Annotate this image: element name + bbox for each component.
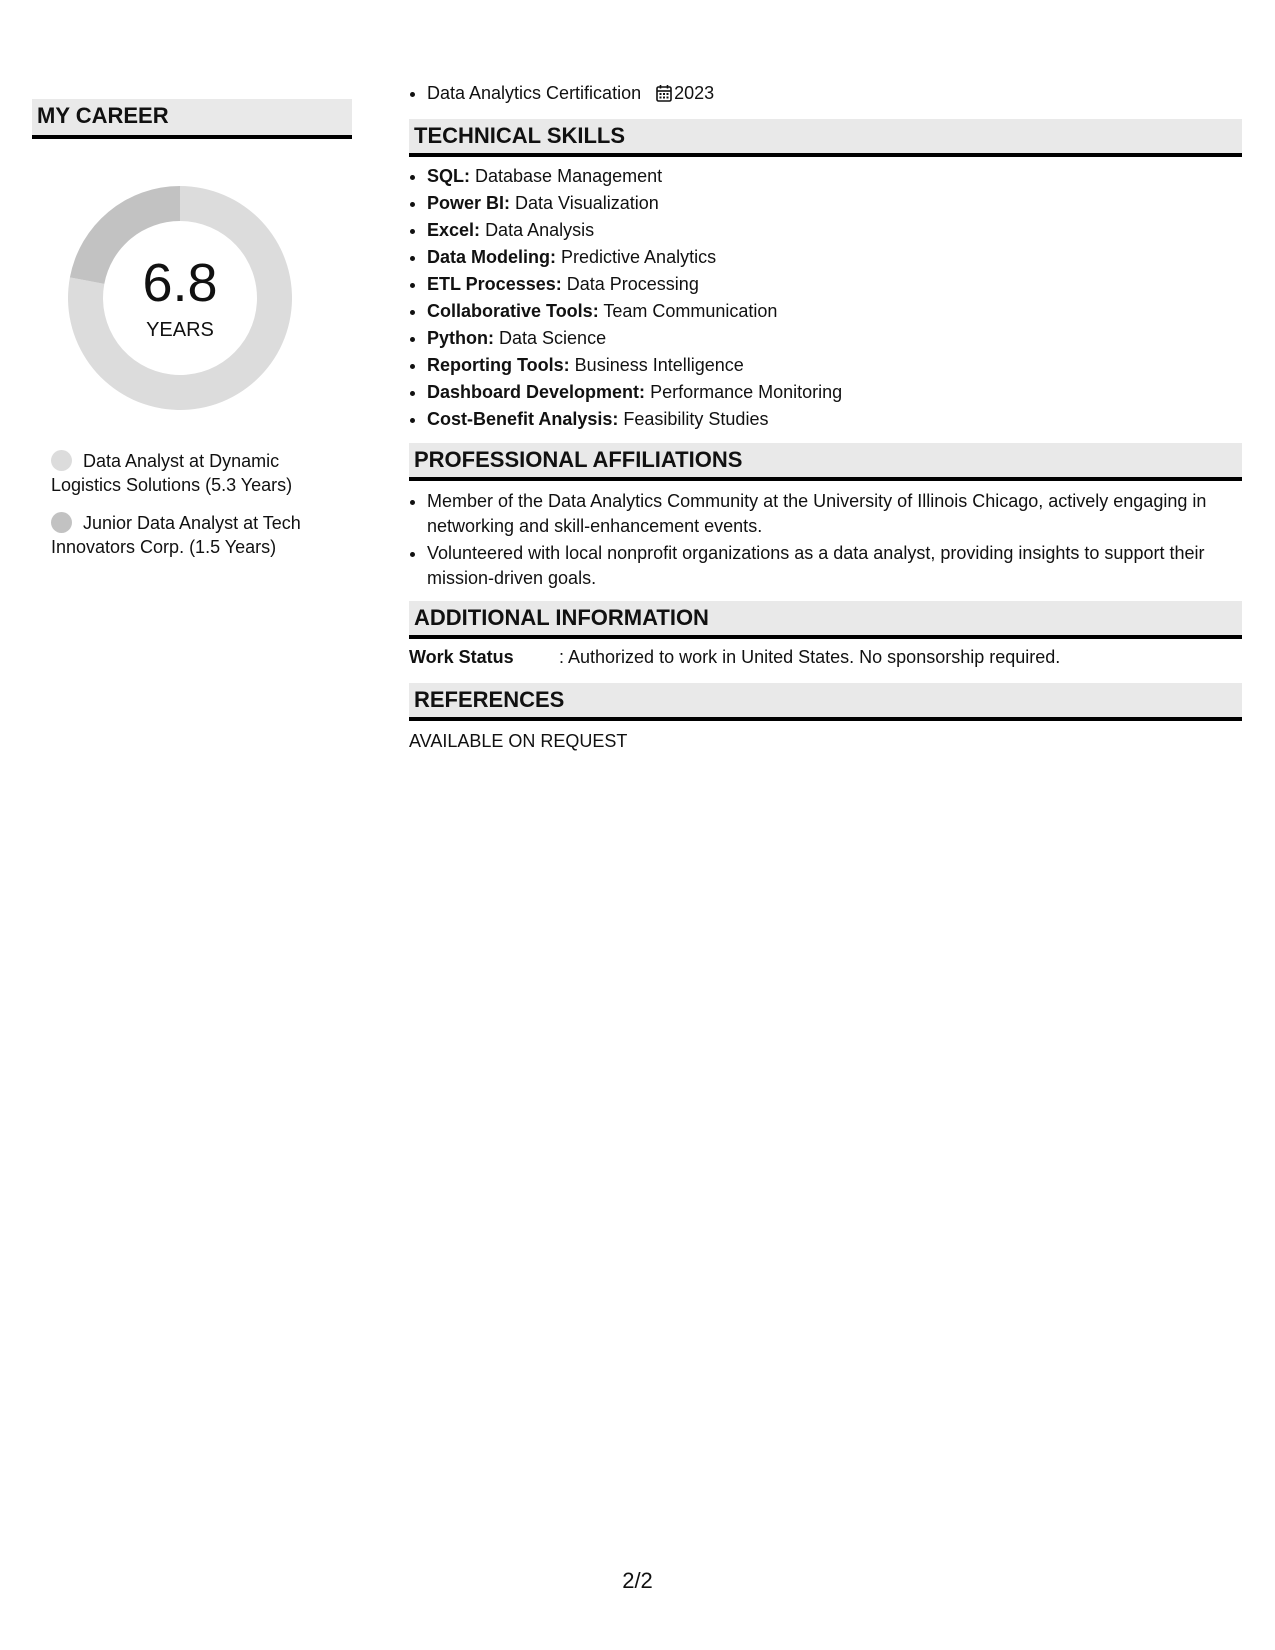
skill-name: Python: bbox=[427, 328, 494, 348]
skill-item bbox=[427, 244, 1242, 271]
skill-name: Collaborative Tools: bbox=[427, 301, 599, 321]
skill-name: SQL: bbox=[427, 166, 470, 186]
career-donut-chart bbox=[65, 183, 295, 413]
skill-desc: Performance Monitoring bbox=[650, 382, 843, 402]
skill-desc: Predictive Analytics bbox=[561, 247, 717, 267]
skill-name: Dashboard Development: bbox=[427, 382, 646, 402]
affiliation-item: • Volunteered with local nonprofit organizations as a data analyst, providing insights to support their mission-driven goals. bbox=[427, 541, 1242, 591]
certification-year: 2023 bbox=[674, 83, 715, 103]
career-legend bbox=[51, 449, 341, 559]
skills-heading: TECHNICAL SKILLS bbox=[409, 119, 1242, 157]
right-column bbox=[409, 78, 1242, 752]
skill-name: Excel: bbox=[427, 220, 481, 240]
skill-item bbox=[427, 190, 1242, 217]
affiliations-heading: PROFESSIONAL AFFILIATIONS bbox=[409, 443, 1242, 481]
skill-desc: Database Management bbox=[475, 166, 663, 186]
skill-item bbox=[427, 406, 1242, 433]
page-number: 2/2 bbox=[622, 1568, 653, 1593]
skill-item bbox=[427, 271, 1242, 298]
legend-label: Data Analyst at Dynamic Logistics Solutions (5.3 Years) bbox=[51, 451, 293, 495]
total-years-unit: YEARS bbox=[146, 319, 214, 341]
legend-item bbox=[51, 449, 341, 497]
skill-desc: Business Intelligence bbox=[574, 355, 744, 375]
skill-desc: Data Processing bbox=[566, 274, 699, 294]
skill-item bbox=[427, 217, 1242, 244]
skill-name: ETL Processes: bbox=[427, 274, 562, 294]
references-text: AVAILABLE ON REQUEST bbox=[409, 731, 628, 751]
left-column bbox=[32, 99, 352, 573]
skill-name: Cost-Benefit Analysis: bbox=[427, 409, 619, 429]
affiliations-list bbox=[409, 489, 1242, 591]
work-status-row bbox=[409, 645, 1242, 669]
skill-item bbox=[427, 352, 1242, 379]
work-status-value: : Authorized to work in United States. No sponsorship required. bbox=[559, 647, 1061, 667]
skill-item bbox=[427, 325, 1242, 352]
skill-desc: Feasibility Studies bbox=[623, 409, 769, 429]
legend-dot bbox=[51, 512, 72, 533]
skills-list bbox=[409, 163, 1242, 433]
skill-desc: Data Visualization bbox=[515, 193, 659, 213]
work-status-label: Work Status bbox=[409, 647, 514, 667]
skill-desc: Data Science bbox=[499, 328, 607, 348]
skill-item bbox=[427, 298, 1242, 325]
skill-name: Reporting Tools: bbox=[427, 355, 570, 375]
legend-item bbox=[51, 511, 341, 559]
skill-name: Power BI: bbox=[427, 193, 511, 213]
legend-label: Junior Data Analyst at Tech Innovators Corp. (1.5 Years) bbox=[51, 513, 301, 557]
certification-list bbox=[409, 78, 1242, 111]
legend-dot bbox=[51, 450, 72, 471]
references-heading: REFERENCES bbox=[409, 683, 1242, 721]
total-years-value: 6.8 bbox=[142, 253, 218, 313]
certification-name: Data Analytics Certification bbox=[427, 83, 642, 103]
additional-info-heading: ADDITIONAL INFORMATION bbox=[409, 601, 1242, 639]
career-heading: MY CAREER bbox=[32, 99, 352, 139]
calendar-icon bbox=[656, 81, 672, 111]
skill-desc: Team Communication bbox=[603, 301, 778, 321]
skill-item bbox=[427, 163, 1242, 190]
affiliation-item: • Member of the Data Analytics Community at the University of Illinois Chicago, actively engaging in networking and skill-enhancement events. bbox=[427, 489, 1242, 539]
certification-item bbox=[427, 78, 1242, 111]
skill-item bbox=[427, 379, 1242, 406]
skill-name: Data Modeling: bbox=[427, 247, 556, 267]
skill-desc: Data Analysis bbox=[485, 220, 595, 240]
